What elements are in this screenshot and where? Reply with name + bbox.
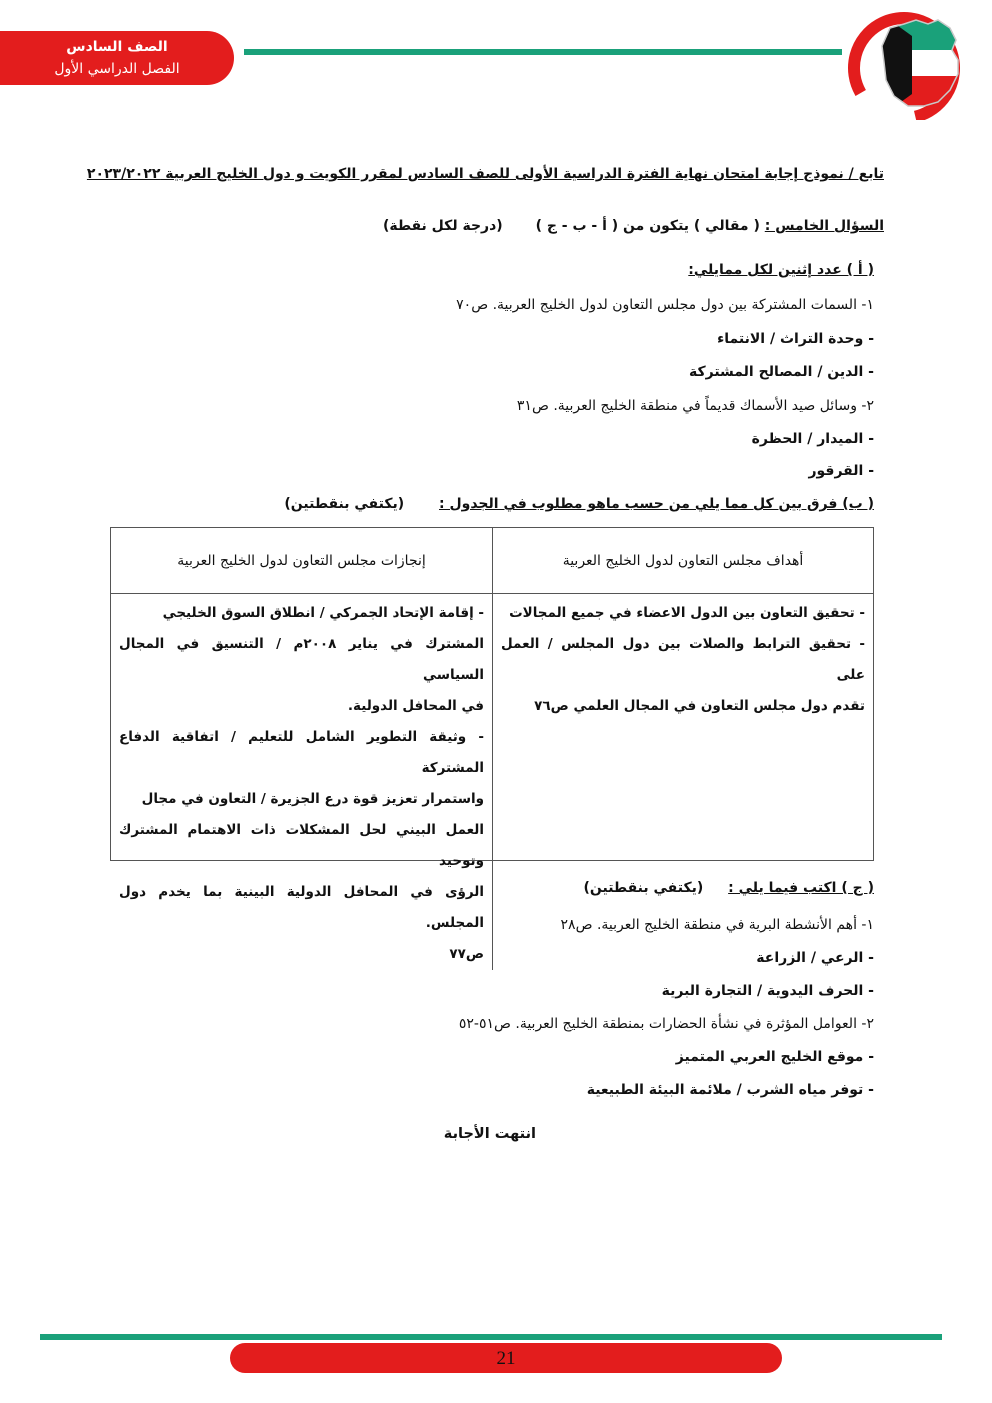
part-c-note: (يكتفي بنقطتين) bbox=[583, 880, 704, 896]
table-line: - تحقيق الترابط والصلات بين دول المجلس / العمل على bbox=[501, 636, 865, 683]
part-a-answer: - وحدة التراث / الانتماء bbox=[717, 331, 874, 347]
part-c-question-1: ١- أهم الأنشطة البرية في منطقة الخليج العربية. ص٢٨ bbox=[560, 917, 874, 933]
part-a-answer: - الميدار / الحظرة bbox=[751, 431, 874, 447]
table-cell-goals bbox=[492, 594, 873, 970]
part-c-answer: - موقع الخليج العربي المتميز bbox=[675, 1049, 874, 1065]
term-label: الفصل الدراسي الأول bbox=[54, 61, 180, 77]
part-c-heading-line bbox=[584, 880, 875, 896]
kuwait-map-logo bbox=[846, 10, 972, 120]
part-c-answer: - الحرف اليدوية / التجارة البرية bbox=[661, 983, 874, 999]
part-b-note: (يكتفي بنقطتين) bbox=[284, 496, 405, 512]
part-a-answer: - الدين / المصالح المشتركة bbox=[688, 364, 874, 380]
question5-line bbox=[383, 218, 884, 234]
part-c-heading: ( ج ) اكتب فيما يلي : bbox=[728, 880, 874, 896]
question5-desc: ( مقالي ) يتكون من ( أ - ب - ج ) bbox=[535, 218, 760, 234]
footer-divider bbox=[40, 1334, 942, 1340]
table-line: واستمرار تعزيز قوة درع الجزيرة / التعاون في مجال bbox=[141, 791, 484, 807]
table-line: ص٧٧ bbox=[449, 946, 484, 962]
part-a-question-1: ١- السمات المشتركة بين دول مجلس التعاون لدول الخليج العربية. ص٧٠ bbox=[456, 297, 874, 313]
part-c-answer: - توفر مياه الشرب / ملائمة البيئة الطبيعية bbox=[586, 1082, 874, 1098]
table-line: - إقامة الإتحاد الجمركي / انطلاق السوق الخليجي bbox=[162, 605, 484, 621]
table-line: في المحافل الدولية. bbox=[347, 698, 484, 714]
part-a-heading: ( أ ) عدد إثنين لكل ممايلي: bbox=[688, 262, 874, 278]
header-divider bbox=[244, 49, 842, 55]
page-title: تابع / نموذج إجابة امتحان نهاية الفترة الدراسية الأولى للصف السادس لمقرر الكويت و دول الخليج العربية ٢٠٢٣/٢٠٢٢ bbox=[86, 166, 884, 182]
question5-label: السؤال الخامس : bbox=[764, 218, 884, 234]
question5-marks: (درجة لكل نقطة) bbox=[382, 218, 503, 234]
table-line: تقدم دول مجلس التعاون في المجال العلمي ص٧٦ bbox=[534, 698, 865, 714]
part-a-answer: - القرقور bbox=[808, 463, 874, 479]
table-header-achievements: إنجازات مجلس التعاون لدول الخليج العربية bbox=[111, 528, 492, 594]
grade-badge bbox=[0, 31, 234, 85]
part-b-heading-line bbox=[284, 496, 874, 512]
table-line: - تحقيق التعاون بين الدول الاعضاء في جميع المجالات bbox=[509, 605, 865, 621]
end-text: انتهت الأجابة bbox=[443, 1126, 536, 1142]
part-a-question-2: ٢- وسائل صيد الأسماك قديماً في منطقة الخليج العربية. ص٣١ bbox=[516, 398, 874, 414]
part-c-question-2: ٢- العوامل المؤثرة في نشأة الحضارات بمنطقة الخليج العربية. ص٥١-٥٢ bbox=[458, 1016, 874, 1032]
grade-label: الصف السادس bbox=[66, 39, 168, 55]
part-b-heading: ( ب) فرق بين كل مما يلي من حسب ماهو مطلوب في الجدول : bbox=[439, 496, 874, 512]
table-line: المشترك في يناير ٢٠٠٨م / التنسيق في المجال السياسي bbox=[119, 636, 484, 683]
table-line: العمل البيني لحل المشكلات ذات الاهتمام المشترك وتوحيد bbox=[119, 822, 484, 869]
table-cell-achievements bbox=[111, 594, 492, 970]
table-line: - وثيقة التطوير الشامل للتعليم / اتفاقية الدفاع المشتركة bbox=[119, 729, 484, 776]
part-c-answer: - الرعي / الزراعة bbox=[756, 950, 874, 966]
table-line: الرؤى في المحافل الدولية البينية بما يخدم دول المجلس. bbox=[119, 884, 484, 931]
page-number: 21 bbox=[230, 1343, 782, 1373]
table-header-goals: أهداف مجلس التعاون لدول الخليج العربية bbox=[492, 528, 873, 594]
